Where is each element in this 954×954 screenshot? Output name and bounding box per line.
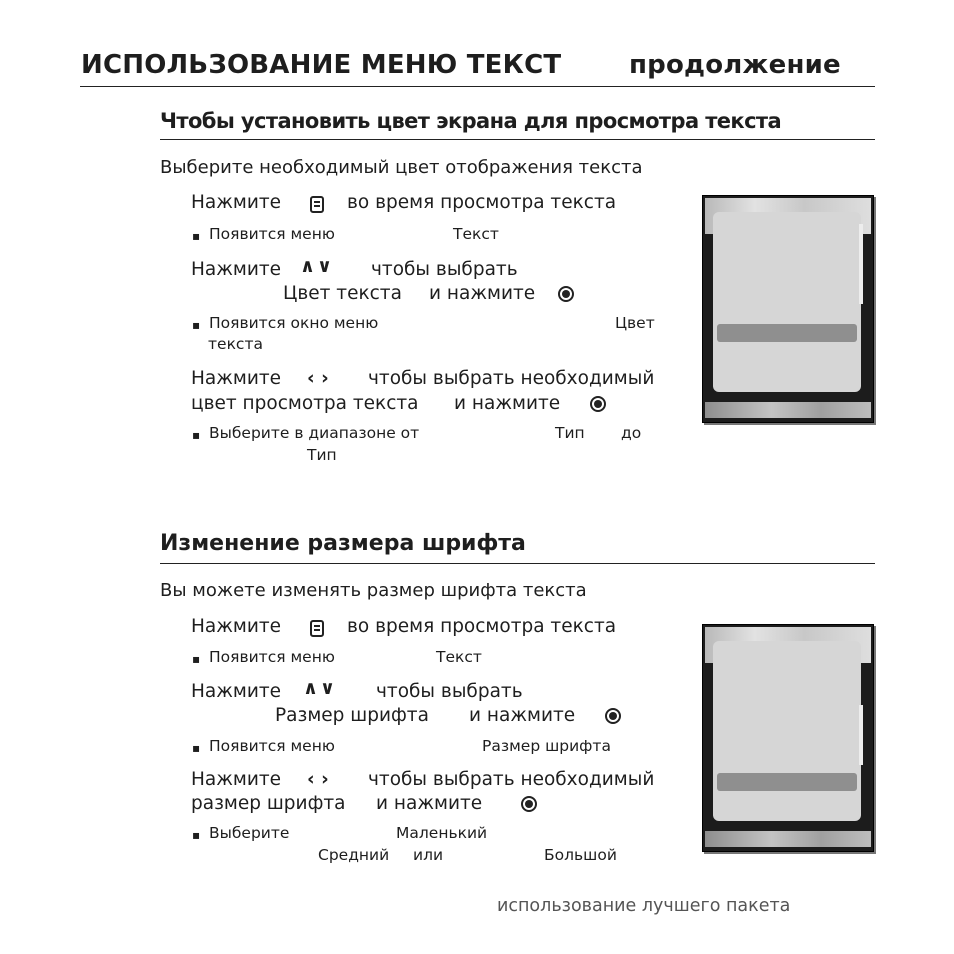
s1-note2-item2: текста bbox=[208, 335, 263, 353]
s1-step3-and-press: и нажмите bbox=[454, 393, 561, 414]
select-button-icon bbox=[521, 796, 537, 812]
s1-step2-press: Нажмите bbox=[191, 259, 282, 280]
left-right-icon: ‹ › bbox=[307, 368, 329, 389]
bullet-icon: ▪ bbox=[192, 428, 201, 442]
s2-note3-opt3: Большой bbox=[544, 846, 617, 864]
title-divider bbox=[80, 86, 875, 87]
device-menu-panel bbox=[713, 212, 861, 392]
device-bottom-bar bbox=[705, 402, 871, 418]
device-menu-panel bbox=[713, 641, 861, 821]
s2-step3-text: чтобы выбрать необходимый bbox=[368, 769, 655, 790]
device-bottom-bar bbox=[705, 831, 871, 847]
s1-note3-to: Тип bbox=[307, 446, 337, 464]
s1-step1-press: Нажмите bbox=[191, 192, 282, 213]
bullet-icon: ▪ bbox=[192, 652, 201, 666]
device-menu-highlight bbox=[717, 324, 857, 342]
page-title: ИСПОЛЬЗОВАНИЕ МЕНЮ ТЕКСТ bbox=[81, 50, 562, 80]
s2-step3-line2: размер шрифта bbox=[191, 793, 346, 814]
select-button-icon bbox=[590, 396, 606, 412]
s2-note2-text: Появится меню bbox=[209, 737, 335, 755]
s1-note3-to-word: до bbox=[621, 424, 642, 442]
page-title-continued: продолжение bbox=[629, 50, 841, 80]
section1-intro: Выберите необходимый цвет отображения текста bbox=[160, 157, 643, 178]
up-down-icon: ∧∨ bbox=[300, 256, 335, 277]
s2-step2-press: Нажмите bbox=[191, 681, 282, 702]
s2-note3-or: или bbox=[413, 846, 444, 864]
s1-note2-text: Появится окно меню bbox=[209, 314, 379, 332]
s2-step3-and-press: и нажмите bbox=[376, 793, 483, 814]
s2-step3-press: Нажмите bbox=[191, 769, 282, 790]
section1-heading: Чтобы установить цвет экрана для просмотра текста bbox=[160, 109, 782, 133]
s1-step3-line2: цвет просмотра текста bbox=[191, 393, 419, 414]
select-button-icon bbox=[558, 286, 574, 302]
s1-step3-text: чтобы выбрать необходимый bbox=[368, 368, 655, 389]
section1-divider bbox=[160, 139, 875, 140]
bullet-icon: ▪ bbox=[192, 229, 201, 243]
s2-note1-text: Появится меню bbox=[209, 648, 335, 666]
s2-step2-item: Размер шрифта bbox=[275, 705, 429, 726]
s2-note2-item: Размер шрифта bbox=[482, 737, 611, 755]
device-screen-font-size bbox=[702, 624, 874, 852]
left-right-icon: ‹ › bbox=[307, 769, 329, 790]
s1-step2-text: чтобы выбрать bbox=[371, 259, 518, 280]
up-down-icon: ∧∨ bbox=[303, 678, 338, 699]
s1-note3-text: Выберите в диапазоне от bbox=[209, 424, 420, 442]
s2-step2-text: чтобы выбрать bbox=[376, 681, 523, 702]
page-footer: использование лучшего пакета bbox=[497, 896, 791, 916]
s1-step1-text: во время просмотра текста bbox=[347, 192, 617, 213]
device-screen-text-color bbox=[702, 195, 874, 423]
s2-note1-item: Текст bbox=[436, 648, 482, 666]
s1-note2-item: Цвет bbox=[615, 314, 655, 332]
s1-note1-text: Появится меню bbox=[209, 225, 335, 243]
bullet-icon: ▪ bbox=[192, 828, 201, 842]
section2-divider bbox=[160, 563, 875, 564]
device-menu-highlight bbox=[717, 773, 857, 791]
s1-step2-and-press: и нажмите bbox=[429, 283, 536, 304]
s2-step2-and-press: и нажмите bbox=[469, 705, 576, 726]
s1-note1-item: Текст bbox=[453, 225, 499, 243]
s1-step3-press: Нажмите bbox=[191, 368, 282, 389]
section2-heading: Изменение размера шрифта bbox=[160, 531, 526, 556]
s2-step1-press: Нажмите bbox=[191, 616, 282, 637]
bullet-icon: ▪ bbox=[192, 318, 201, 332]
device-scrollbar bbox=[859, 705, 863, 765]
section2-intro: Вы можете изменять размер шрифта текста bbox=[160, 580, 587, 601]
s2-note3-text: Выберите bbox=[209, 824, 290, 842]
s2-note3-opt2: Средний bbox=[318, 846, 390, 864]
menu-icon bbox=[310, 620, 324, 637]
select-button-icon bbox=[605, 708, 621, 724]
s2-step1-text: во время просмотра текста bbox=[347, 616, 617, 637]
s1-step2-item: Цвет текста bbox=[283, 283, 402, 304]
s2-note3-opt1: Маленький bbox=[396, 824, 488, 842]
bullet-icon: ▪ bbox=[192, 741, 201, 755]
device-scrollbar bbox=[859, 224, 863, 304]
s1-note3-from: Тип bbox=[555, 424, 585, 442]
menu-icon bbox=[310, 196, 324, 213]
